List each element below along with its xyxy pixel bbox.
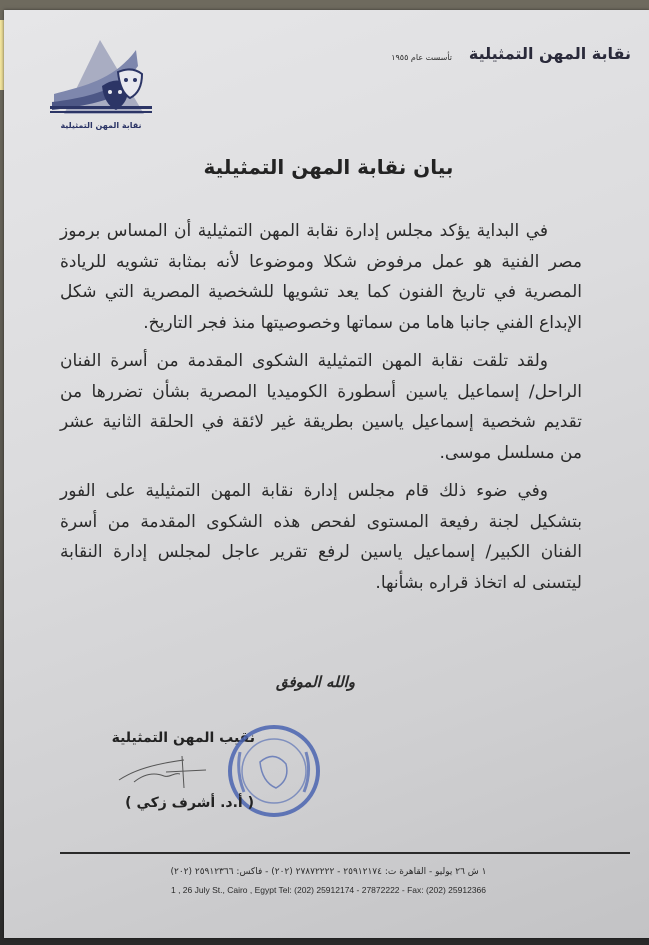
letterhead-founded: تأسست عام ١٩٥٥ [391, 53, 452, 62]
footer-address-english: 1 , 26 July St., Cairo , Egypt Tel: (202) 25912174 - 27872222 - Fax: (202) 25912366 [170, 885, 486, 895]
paragraph-3: وفي ضوء ذلك قام مجلس إدارة نقابة المهن التمثيلية على الفور بتشكيل لجنة رفيعة المستوى لفحص هذه الشكوى المقدمة من أسرة الفنان الكبير/ إسماعيل ياسين لرفع تقرير عاجل لمجلس إدارة النقابة ليتسنى له اتخاذ قراره بشأنها. [60, 481, 582, 593]
statement-title: بيان نقابة المهن التمثيلية [203, 155, 454, 179]
logo-caption: نقابة المهن التمثيلية [60, 121, 142, 130]
signatory-name: ( أ.د. أشرف زكي ) [125, 795, 254, 811]
footer-address-arabic: ١ ش ٢٦ يوليو - القاهرة ت: ٢٥٩١٢١٧٤ - ٢٧٨٧٢٢٢٢ (٢٠٢) - فاكس: ٢٥٩١٢٣٦٦ (٢٠٢) [170, 867, 487, 877]
handwritten-signature-icon [114, 752, 214, 792]
syndicate-logo [44, 36, 156, 134]
statement-body [60, 216, 582, 606]
theatre-masks-icon [44, 36, 156, 134]
closing-phrase: والله الموفق [276, 673, 356, 691]
letter-page [4, 10, 649, 938]
paragraph-2: ولقد تلقت نقابة المهن التمثيلية الشكوى المقدمة من أسرة الفنان الراحل/ إسماعيل ياسين أسطورة الكوميديا المصرية بشأن تضررها من تقديم شخصية إسماعيل ياسين بطريقة غير لائقة في الحلقة الثانية عشر من مسلسل موسى. [60, 351, 582, 463]
signatory-title: نقيب المهن التمثيلية [111, 730, 255, 746]
paragraph-1: في البداية يؤكد مجلس إدارة نقابة المهن التمثيلية أن المساس برموز مصر الفنية هو عمل مرفوض شكلا وموضوعا لأنه بمثابة تشويه للريادة المصرية في تاريخ الفنون كما يعد تشويها للشخصية المصرية التي شكل الإبداع الفني جانبا هاما من سماتها وخصوصيتها منذ فجر التاريخ. [60, 221, 582, 333]
footer-divider [60, 852, 630, 854]
letterhead-org-name: نقابة المهن التمثيلية [468, 44, 631, 63]
